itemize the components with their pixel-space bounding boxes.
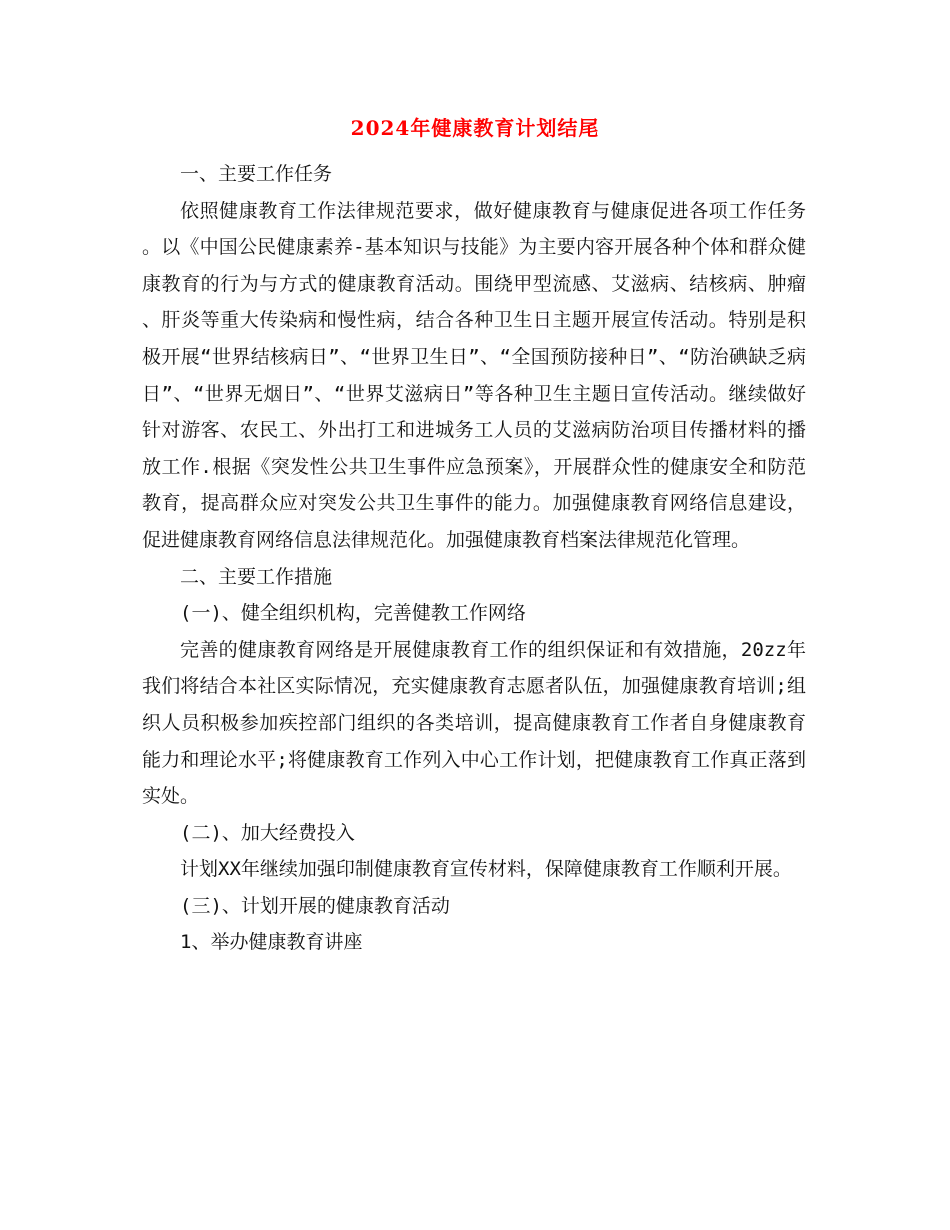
subheading-funding: (二)、加大经费投入	[180, 821, 355, 844]
section-heading-main-measures: 二、主要工作措施	[180, 565, 333, 588]
list-item-lectures: 1、举办健康教育讲座	[180, 931, 363, 954]
subheading-organization: (一)、健全组织机构，完善健教工作网络	[180, 602, 526, 625]
document-title: 2024年健康教育计划结尾	[350, 116, 600, 140]
paragraph-funding-body: 计划XX年继续加强印制健康教育宣传材料，保障健康教育工作顺利开展。	[180, 858, 792, 881]
subheading-activities: (三)、计划开展的健康教育活动	[180, 894, 450, 917]
paragraph-main-tasks-body: 依照健康教育工作法律规范要求，做好健康教育与健康促进各项工作任务。以《中国公民健康素养-基本知识与技能》为主要内容开展各种个体和群众健康教育的行为与方式的健康教育活动。围绕甲型流感、艾滋病、结核病、肿瘤、肝炎等重大传染病和慢性病，结合各种卫生日主题开展宣传活动。特别是积极开展“世界结核病日”、“世界卫生日”、“全国预防接种日”、“防治碘缺乏病日”、“世界无烟日”、“世界艾滋病日”等各种卫生主题日宣传活动。继续做好针对游客、农民工、外出打工和进城务工人员的艾滋病防治项目传播材料的播放工作.根据《突发性公共卫生事件应急预案》，开展群众性的健康安全和防范教育，提高群众应对突发公共卫生事件的能力。加强健康教育网络信息建设，促进健康教育网络信息法律规范化。加强健康教育档案法律规范化管理。	[142, 199, 806, 551]
paragraph-organization-body: 完善的健康教育网络是开展健康教育工作的组织保证和有效措施，20zz年我们将结合本社区实际情况，充实健康教育志愿者队伍，加强健康教育培训;组织人员积极参加疾控部门组织的各类培训，提高健康教育工作者自身健康教育能力和理论水平;将健康教育工作列入中心工作计划，把健康教育工作真正落到实处。	[142, 638, 806, 808]
section-heading-main-tasks: 一、主要工作任务	[180, 163, 333, 185]
document-body	[142, 156, 806, 961]
